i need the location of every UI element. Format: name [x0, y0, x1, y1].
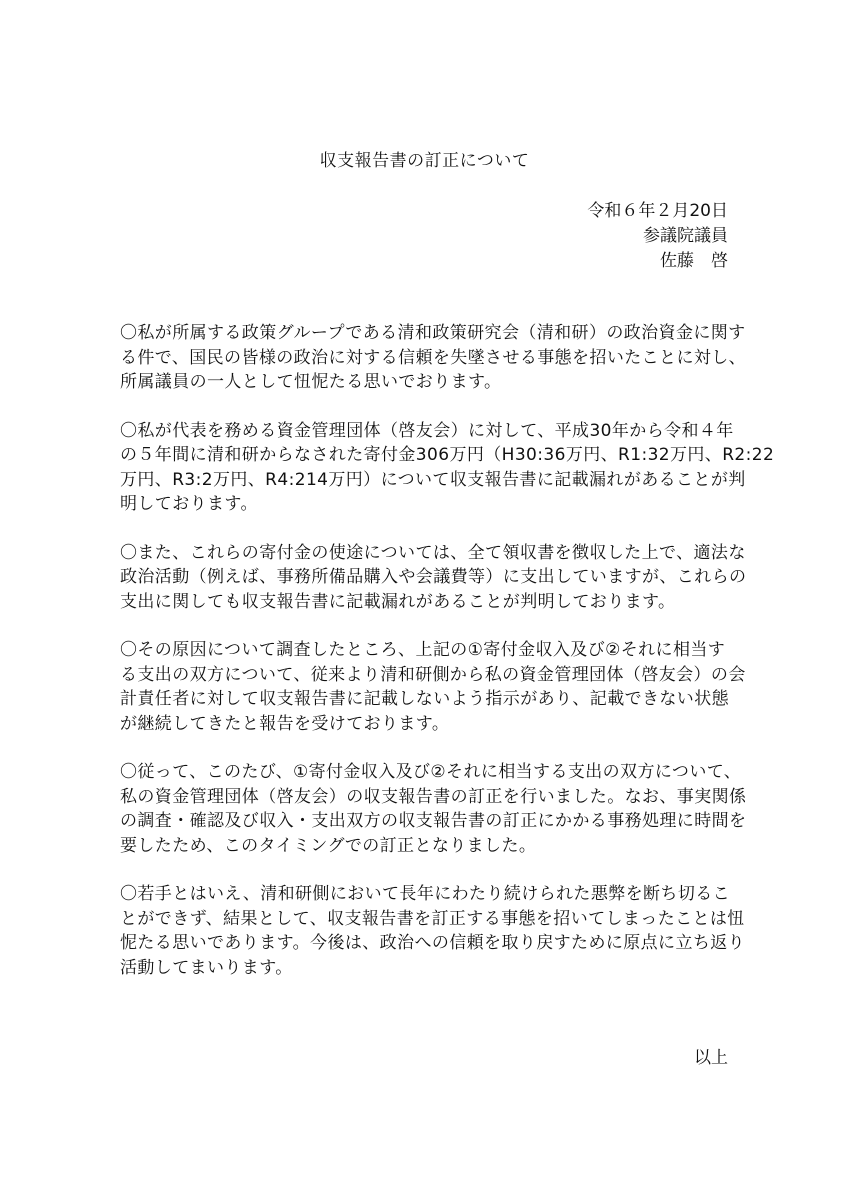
- sender-position: 参議院議員: [643, 226, 728, 246]
- paragraph-1: [120, 321, 747, 395]
- paragraph-4: [120, 638, 746, 736]
- paragraph-line: 支出に関しても収支報告書に記載漏れがあることが判明しております。: [120, 591, 676, 612]
- paragraph-line: 計責任者に対して収支報告書に記載しないよう指示があり、記載できない状態: [120, 689, 729, 709]
- paragraph-line: 〇また、これらの寄付金の使途については、全て領収書を徴収した上で、適法な: [120, 542, 746, 563]
- paragraph-line: 所属議員の一人として忸怩たる思いでおります。: [120, 372, 502, 392]
- sender-block: [587, 199, 728, 274]
- paragraph-line: とができず、結果として、収支報告書を訂正する事態を招いてしまったことは忸: [120, 908, 745, 929]
- paragraph-line: る件で、国民の皆様の政治に対する信頼を失墜させる事態を招いたことに対し、: [120, 347, 747, 368]
- paragraph-line: 私の資金管理団体（啓友会）の収支報告書の訂正を行いました。なお、事実関係: [120, 786, 747, 807]
- document-date: 令和６年２月20日: [587, 201, 728, 221]
- paragraph-5: [120, 760, 747, 858]
- paragraph-line: が継続してきたと報告を受けております。: [120, 713, 450, 734]
- paragraph-line: の５年間に清和研からなされた寄付金306万円（H30:36万円、R1:32万円、R2:22: [120, 445, 775, 465]
- paragraph-line: 〇若手とはいえ、清和研側において長年にわたり続けられた悪弊を断ち切るこ: [120, 884, 731, 904]
- paragraph-line: 〇その原因について調査したところ、上記の①寄付金収入及び②それに相当す: [120, 640, 726, 660]
- paragraph-line: 要したため、このタイミングでの訂正となりました。: [120, 835, 537, 856]
- paragraph-line: 〇私が所属する政策グループである清和政策研究会（清和研）の政治資金に関す: [120, 323, 746, 343]
- paragraph-line: の調査・確認及び収入・支出双方の収支報告書の訂正にかかる事務処理に時間を: [120, 811, 747, 831]
- paragraph-3: [120, 541, 747, 615]
- paragraph-2: [120, 419, 775, 517]
- paragraph-line: る支出の双方について、従来より清和研側から私の資金管理団体（啓友会）の会: [120, 664, 746, 685]
- paragraph-line: 〇私が代表を務める資金管理団体（啓友会）に対して、平成30年から令和４年: [120, 420, 734, 441]
- closing-mark: 以上: [694, 1048, 728, 1068]
- paragraph-6: [120, 882, 746, 980]
- paragraph-line: 怩たる思いであります。今後は、政治への信頼を取り戻すために原点に立ち返り: [120, 933, 746, 953]
- paragraph-line: 政治活動（例えば、事務所備品購入や会議費等）に支出していますが、これらの: [120, 567, 747, 587]
- document-title: 収支報告書の訂正について: [319, 151, 530, 171]
- document-body: [120, 321, 775, 1004]
- paragraph-line: 〇従って、このたび、①寄付金収入及び②それに相当する支出の双方について、: [120, 762, 742, 782]
- paragraph-line: 明しております。: [120, 494, 258, 514]
- paragraph-line: 万円、R3:2万円、R4:214万円）について収支報告書に記載漏れがあることが判: [120, 469, 746, 490]
- paragraph-line: 活動してまいります。: [120, 957, 293, 978]
- sender-name: 佐藤 啓: [660, 251, 728, 271]
